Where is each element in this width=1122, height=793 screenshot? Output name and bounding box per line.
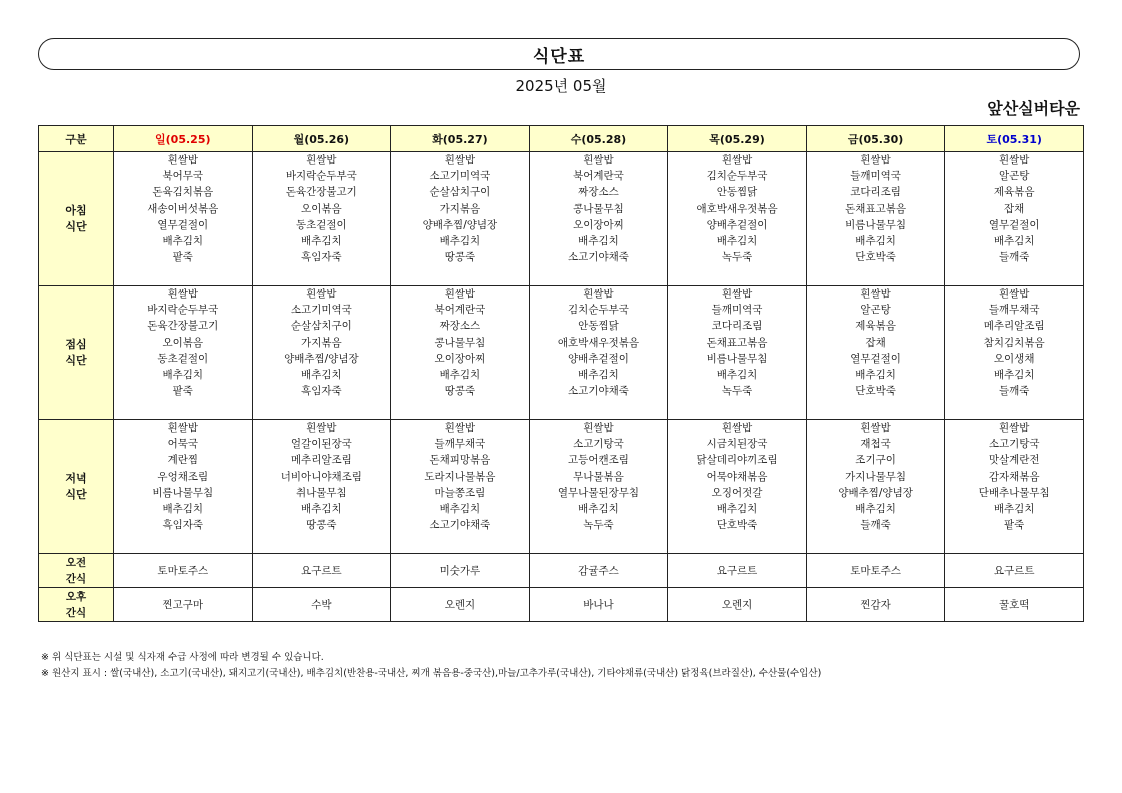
menu-item: 소고기야채죽	[568, 385, 629, 398]
day-header-fri: 금(05.30)	[806, 126, 945, 152]
menu-item: 오이볶음	[162, 336, 204, 349]
note-line: ※ 원산지 표시 : 쌀(국내산), 소고기(국내산), 돼지고기(국내산), 배추김치(반찬용-국내산, 찌개 볶음용-중국산),마늘/고추가루(국내산), 기타야채류(국내산) 닭정육(브라질산), 수산물(수입산)	[41, 668, 822, 679]
day-header-thu: 목(05.29)	[668, 126, 807, 152]
menu-item: 가지볶음	[439, 202, 481, 215]
menu-item: 흰쌀밥	[998, 288, 1030, 300]
menu-item: 콩나물무침	[434, 336, 486, 349]
menu-item: 어묵국	[167, 438, 198, 451]
menu-item: 맛살계란전	[988, 454, 1040, 467]
note-line: ※ 위 식단표는 시설 및 식자재 수급 사정에 따라 변경될 수 있습니다.	[41, 652, 324, 663]
header-row	[39, 126, 1084, 152]
menu-item: 들깨무채국	[434, 438, 486, 451]
menu-item: 배추김치	[301, 503, 342, 516]
menu-item: 흰쌀밥	[306, 154, 337, 166]
menu-item: 순살삼치구이	[290, 320, 352, 333]
menu-item: 시금치된장국	[706, 438, 768, 451]
menu-item: 단배추나물무침	[978, 486, 1050, 499]
menu-item: 소고기탕국	[573, 438, 624, 451]
menu-item: 소고기미역국	[429, 170, 491, 183]
menu-item: 녹두죽	[721, 251, 753, 264]
menu-item: 가지나물무침	[845, 470, 907, 483]
meal-cell	[114, 420, 253, 554]
menu-item: 땅콩죽	[444, 385, 476, 398]
snack-cell: 오렌지	[668, 588, 807, 622]
menu-item: 잡채	[1004, 202, 1025, 215]
meal-cell	[391, 420, 530, 554]
menu-item: 재첩국	[860, 438, 891, 451]
menu-item: 배추김치	[439, 369, 481, 382]
row-label-line: 아침	[65, 203, 87, 217]
menu-item: 흑임자죽	[301, 251, 342, 264]
row-label-line: 간식	[65, 606, 87, 619]
menu-item: 흰쌀밥	[998, 154, 1030, 166]
menu-item: 메추리알조림	[290, 454, 352, 467]
menu-item: 알곤탕	[998, 170, 1030, 183]
menu-item: 참치김치볶음	[983, 336, 1045, 349]
row-label	[39, 420, 114, 554]
meal-cell	[529, 286, 668, 420]
snack-cell: 오렌지	[391, 588, 530, 622]
row-label	[39, 588, 114, 622]
menu-item: 흰쌀밥	[860, 422, 891, 434]
menu-item: 잡채	[865, 336, 886, 349]
menu-item: 비름나물무침	[845, 218, 907, 231]
row-label	[39, 152, 114, 286]
menu-item: 제육볶음	[855, 320, 896, 333]
row-label-line: 식단	[65, 219, 87, 233]
menu-item: 배추김치	[855, 235, 896, 248]
menu-item: 흰쌀밥	[860, 288, 891, 300]
menu-item: 소고기미역국	[290, 304, 352, 317]
day-header-wed: 수(05.28)	[529, 126, 668, 152]
meal-cell	[114, 286, 253, 420]
menu-item: 흰쌀밥	[583, 288, 614, 300]
meal-cell	[806, 286, 945, 420]
day-header-sun: 일(05.25)	[114, 126, 253, 152]
month-label: 2025년 05월	[515, 77, 607, 95]
row-label-line: 점심	[65, 337, 87, 351]
menu-item: 배추김치	[855, 369, 896, 382]
menu-item: 흰쌀밥	[583, 154, 614, 166]
snack-cell: 토마토주스	[114, 554, 253, 588]
menu-item: 흰쌀밥	[998, 422, 1030, 434]
menu-item: 배추김치	[439, 235, 481, 248]
menu-item: 돈육간장불고기	[147, 320, 219, 333]
row-label	[39, 286, 114, 420]
menu-item: 무나물볶음	[573, 470, 624, 483]
meal-row	[39, 420, 1084, 554]
menu-item: 어묵야채볶음	[706, 470, 768, 483]
menu-item: 알곤탕	[860, 304, 891, 317]
menu-item: 배추김치	[993, 503, 1035, 516]
menu-item: 배추김치	[716, 503, 758, 516]
meal-cell	[391, 152, 530, 286]
menu-item: 열무겉절이	[988, 218, 1040, 231]
menu-item: 들깨죽	[998, 385, 1030, 398]
meal-cell	[114, 152, 253, 286]
menu-item: 땅콩죽	[444, 251, 476, 264]
menu-item: 취나물무침	[295, 486, 347, 499]
menu-item: 배추김치	[578, 235, 619, 248]
menu-item: 흰쌀밥	[721, 154, 753, 166]
snack-cell: 요구르트	[668, 554, 807, 588]
menu-item: 순살삼치구이	[429, 186, 491, 199]
menu-item: 돈육김치볶음	[152, 186, 214, 199]
menu-item: 단호박죽	[716, 519, 758, 532]
menu-item: 흰쌀밥	[306, 422, 337, 434]
menu-item: 녹두죽	[583, 519, 614, 532]
menu-item: 우엉채조림	[157, 470, 209, 483]
menu-item: 소고기야채죽	[568, 251, 629, 264]
menu-item: 돈육간장불고기	[285, 186, 357, 199]
menu-item: 김치순두부국	[706, 170, 768, 183]
menu-item: 배추김치	[578, 369, 619, 382]
menu-item: 배추김치	[162, 503, 204, 516]
menu-item: 오이장아찌	[434, 352, 486, 365]
meal-cell	[668, 420, 807, 554]
menu-item: 양배추겉절이	[568, 352, 629, 365]
meal-cell	[806, 420, 945, 554]
row-label-line: 식단	[65, 487, 87, 501]
snack-row	[39, 588, 1084, 622]
meal-cell	[252, 286, 391, 420]
menu-item: 흰쌀밥	[306, 288, 337, 300]
day-header-sat: 토(05.31)	[945, 126, 1084, 152]
menu-item: 열무겉절이	[850, 352, 901, 365]
menu-item: 코다리조림	[850, 186, 901, 199]
menu-item: 들깨죽	[860, 519, 891, 532]
menu-item: 김치순두부국	[568, 304, 629, 317]
menu-table	[38, 125, 1084, 622]
meal-cell	[945, 152, 1084, 286]
day-header-tue: 화(05.27)	[391, 126, 530, 152]
menu-item: 소고기탕국	[988, 438, 1040, 451]
menu-item: 돈채표고볶음	[706, 336, 768, 349]
organization-name: 앞산실버타운	[987, 99, 1080, 118]
menu-item: 흰쌀밥	[444, 288, 476, 300]
menu-item: 단호박죽	[855, 251, 896, 264]
menu-item: 애호박새우젓볶음	[696, 202, 778, 215]
menu-item: 배추김치	[162, 235, 204, 248]
menu-item: 동초겉절이	[157, 352, 209, 365]
snack-cell: 찐감자	[806, 588, 945, 622]
menu-item: 북어계란국	[573, 170, 624, 183]
menu-item: 팥죽	[1004, 519, 1025, 532]
menu-item: 안동찜닭	[578, 320, 619, 333]
menu-item: 팥죽	[172, 385, 193, 398]
meal-cell	[668, 152, 807, 286]
menu-item: 비름나물무침	[152, 486, 214, 499]
row-label-line: 저녁	[65, 471, 87, 485]
menu-item: 열무나물된장무침	[557, 486, 640, 499]
meal-row	[39, 286, 1084, 420]
menu-item: 들깨무채국	[988, 304, 1040, 317]
menu-item: 흰쌀밥	[721, 422, 753, 434]
menu-item: 들깨미역국	[711, 304, 763, 317]
menu-item: 양배추찜/양념장	[838, 486, 913, 499]
day-header-mon: 월(05.26)	[252, 126, 391, 152]
row-label	[39, 554, 114, 588]
menu-item: 흰쌀밥	[167, 154, 198, 166]
menu-item: 땅콩죽	[306, 519, 337, 532]
menu-item: 오이장아찌	[573, 218, 624, 231]
menu-item: 배추김치	[162, 369, 204, 382]
snack-cell: 꿀호떡	[945, 588, 1084, 622]
snack-cell: 토마토주스	[806, 554, 945, 588]
menu-item: 단호박죽	[855, 385, 896, 398]
menu-item: 얼갈이된장국	[290, 438, 352, 451]
menu-item: 계란찜	[167, 454, 198, 467]
meal-cell	[668, 286, 807, 420]
menu-item: 고등어캔조림	[568, 454, 629, 467]
menu-item: 흰쌀밥	[167, 288, 198, 300]
menu-item: 배추김치	[993, 369, 1035, 382]
row-label-line: 식단	[65, 353, 87, 367]
menu-item: 배추김치	[301, 369, 342, 382]
snack-cell: 감귤주스	[529, 554, 668, 588]
menu-item: 소고기야채죽	[429, 519, 491, 532]
menu-item: 짜장소스	[578, 186, 619, 199]
menu-item: 바지락순두부국	[285, 170, 357, 183]
menu-item: 짜장소스	[439, 320, 481, 333]
meal-cell	[252, 420, 391, 554]
menu-item: 제육볶음	[993, 186, 1035, 199]
menu-item: 흰쌀밥	[444, 154, 476, 166]
menu-item: 열무겉절이	[157, 218, 209, 231]
menu-item: 배추김치	[578, 503, 619, 516]
menu-item: 코다리조림	[711, 320, 763, 333]
menu-item: 애호박새우젓볶음	[557, 336, 640, 349]
meal-cell	[806, 152, 945, 286]
menu-item: 흰쌀밥	[860, 154, 891, 166]
snack-cell: 찐고구마	[114, 588, 253, 622]
menu-item: 팥죽	[172, 251, 193, 264]
menu-item: 흰쌀밥	[721, 288, 753, 300]
title-banner	[38, 38, 1080, 70]
menu-item: 닭살데리야끼조림	[696, 454, 778, 467]
snack-cell: 바나나	[529, 588, 668, 622]
meal-cell	[945, 286, 1084, 420]
menu-item: 배추김치	[855, 503, 896, 516]
row-label-line: 오전	[65, 556, 87, 569]
menu-item: 양배추찜/양념장	[284, 352, 359, 365]
menu-item: 양배추겉절이	[706, 218, 768, 231]
row-label-line: 오후	[65, 590, 87, 603]
menu-item: 배추김치	[716, 369, 758, 382]
menu-item: 바지락순두부국	[147, 304, 219, 317]
menu-item: 배추김치	[716, 235, 758, 248]
menu-item: 안동찜닭	[716, 186, 758, 199]
menu-item: 흑임자죽	[162, 519, 204, 532]
page-title: 식단표	[532, 46, 586, 67]
menu-item: 너비아니야채조림	[280, 470, 362, 483]
meal-row	[39, 152, 1084, 286]
menu-item: 흰쌀밥	[167, 422, 198, 434]
meal-cell	[529, 420, 668, 554]
meal-cell	[391, 286, 530, 420]
menu-item: 배추김치	[439, 503, 481, 516]
snack-cell: 수박	[252, 588, 391, 622]
menu-item: 마늘쫑조림	[434, 486, 486, 499]
meal-cell	[945, 420, 1084, 554]
menu-item: 흰쌀밥	[444, 422, 476, 434]
menu-item: 배추김치	[993, 235, 1035, 248]
menu-item: 북어계란국	[434, 304, 486, 317]
menu-item: 비름나물무침	[706, 352, 768, 365]
meal-cell	[252, 152, 391, 286]
notes	[41, 650, 821, 682]
menu-item: 감자채볶음	[988, 470, 1040, 483]
menu-item: 도라지나물볶음	[424, 470, 496, 483]
menu-item: 들깨죽	[998, 251, 1030, 264]
menu-item: 배추김치	[301, 235, 342, 248]
corner-header: 구분	[39, 126, 114, 152]
snack-cell: 요구르트	[252, 554, 391, 588]
menu-item: 흰쌀밥	[583, 422, 614, 434]
menu-item: 북어무국	[162, 170, 204, 183]
snack-cell: 미숫가루	[391, 554, 530, 588]
menu-item: 새송이버섯볶음	[147, 202, 219, 215]
menu-item: 돈채표고볶음	[845, 202, 907, 215]
menu-item: 가지볶음	[301, 336, 342, 349]
menu-item: 조기구이	[855, 454, 896, 467]
menu-item: 메추리알조림	[983, 320, 1045, 333]
menu-item: 들깨미역국	[850, 170, 901, 183]
menu-item: 녹두죽	[721, 385, 753, 398]
menu-item: 오이생채	[993, 352, 1035, 365]
meal-cell	[529, 152, 668, 286]
snack-row	[39, 554, 1084, 588]
menu-item: 돈채피망볶음	[429, 454, 491, 467]
menu-item: 흑임자죽	[301, 385, 342, 398]
menu-item: 오이볶음	[301, 202, 342, 215]
menu-item: 동초겉절이	[295, 218, 347, 231]
menu-item: 콩나물무침	[573, 202, 624, 215]
snack-cell: 요구르트	[945, 554, 1084, 588]
row-label-line: 간식	[65, 572, 87, 585]
menu-item: 오징어젓갈	[711, 486, 763, 499]
menu-item: 양배추찜/양념장	[422, 218, 498, 231]
